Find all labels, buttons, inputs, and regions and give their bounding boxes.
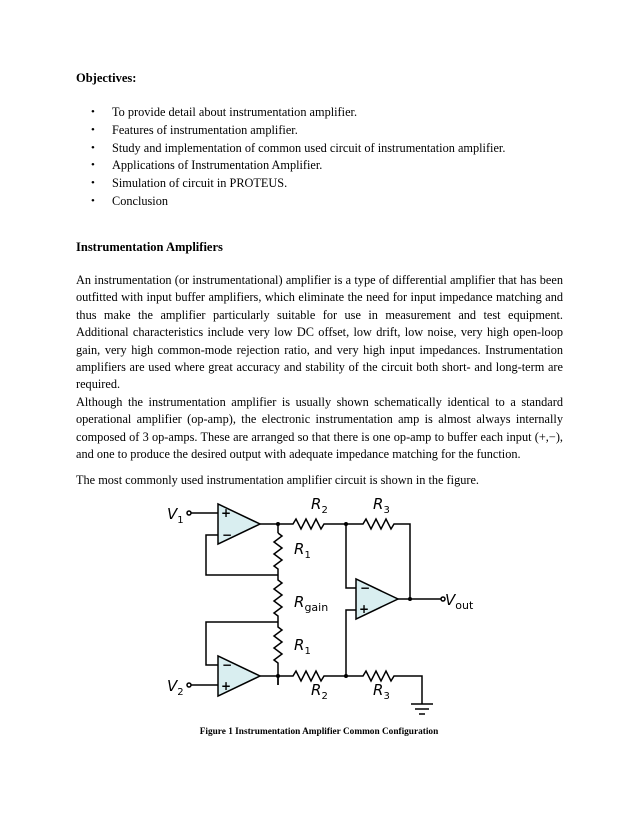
list-item-text: Study and implementation of common used circuit of instrumentation amplifier. <box>112 140 506 155</box>
opamp3-minus-sign: − <box>360 581 371 595</box>
list-item-text: Simulation of circuit in PROTEUS. <box>112 176 288 191</box>
v2-terminal <box>187 683 191 687</box>
r1-bottom-label: $R_1$ <box>294 636 311 657</box>
v1-terminal <box>187 511 191 515</box>
opamp2-plus-sign: + <box>221 679 232 693</box>
objectives-heading: Objectives: <box>76 71 137 85</box>
r2-bottom-label: $R_2$ <box>311 681 328 702</box>
opamp3-plus-sign: + <box>359 602 370 616</box>
objectives-list <box>91 104 505 211</box>
v1-label: $V_1$ <box>167 505 184 526</box>
paragraph-definition: An instrumentation (or instrumentational) amplifier is a type of differential amplifier that has been outfitted with input buffer amplifiers, which eliminate the need for input impedance matching and thus make the amplifier particularly suitable for use in measurement and test equipment. Additional characteristics include very low DC offset, low drift, low noise, very high open-loop gain, very high common-mode rejection ratio, and very high input impedances. Instrumentation amplifiers are used where great accuracy and stability of the circuit both short- and long-term are required. <box>76 273 563 392</box>
paragraph-figure-intro: The most commonly used instrumentation amplifier circuit is shown in the figure. <box>76 473 479 487</box>
ground-symbol <box>411 704 433 714</box>
bullet-icon: • <box>91 106 95 118</box>
bullet-icon: • <box>91 123 95 136</box>
r2-bottom-resistor <box>278 671 346 681</box>
section-heading: Instrumentation Amplifiers <box>76 240 223 254</box>
r1-top-resistor <box>274 533 282 575</box>
list-item <box>91 104 505 122</box>
list-item <box>91 175 505 193</box>
rgain-label: $R_{gain}$ <box>294 593 329 614</box>
list-item-text: Applications of Instrumentation Amplifier. <box>112 158 323 173</box>
instrumentation-amplifier-schematic <box>160 492 480 722</box>
bullet-icon: • <box>91 159 95 172</box>
v2-label: $V_2$ <box>167 677 184 698</box>
rgain-resistor <box>274 575 282 622</box>
list-item <box>91 157 505 175</box>
bullet-icon: • <box>91 194 95 207</box>
bullet-icon: • <box>91 141 95 154</box>
list-item <box>91 193 505 211</box>
list-item <box>91 122 505 140</box>
list-item-text: To provide detail about instrumentation amplifier. <box>112 105 358 119</box>
list-item <box>91 140 505 158</box>
bullet-icon: • <box>91 177 95 190</box>
vout-label: $V_{out}$ <box>445 591 474 612</box>
list-item-text: Conclusion <box>112 193 169 208</box>
opamp1-minus-sign: − <box>222 528 233 542</box>
r2-top-label: $R_2$ <box>311 495 328 516</box>
r1-top-label: $R_1$ <box>294 540 311 561</box>
opamp1-plus-sign: + <box>221 506 232 520</box>
paragraph-composition: Although the instrumentation amplifier is usually shown schematically identical to a standard operational amplifier (op-amp), the electronic instrumentation amp is almost always internally composed of 3 op-amps. These are arranged so that there is one op-amp to buffer each input (+,−), and one to produce the desired output with adequate impedance matching for the function. <box>76 395 563 462</box>
r3-top-label: $R_3$ <box>373 495 390 516</box>
r3-bottom-label: $R_3$ <box>373 681 390 702</box>
figure-caption: Figure 1 Instrumentation Amplifier Common Configuration <box>199 727 439 737</box>
list-item-text: Features of instrumentation amplifier. <box>112 122 298 137</box>
r2-top-resistor <box>278 519 346 529</box>
opamp2-minus-sign: − <box>222 658 233 672</box>
